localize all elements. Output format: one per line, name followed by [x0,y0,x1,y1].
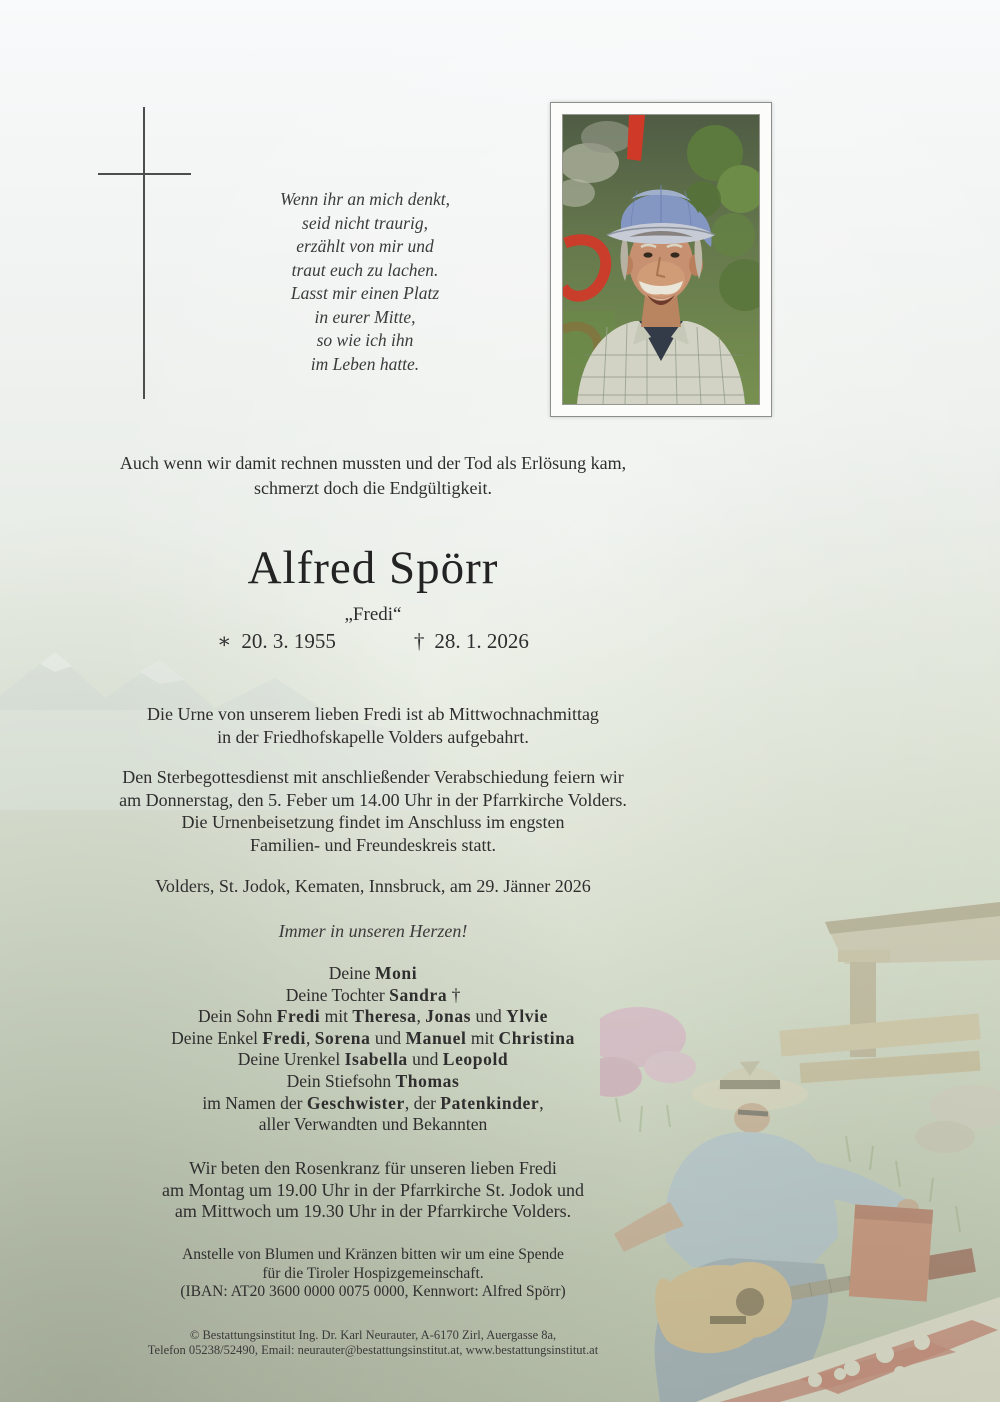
memorial-cross-icon [98,173,191,175]
text-line [0,703,746,726]
text-segment: Wenn ihr an mich denkt, [280,189,450,209]
text-segment: Dein Stiefsohn [286,1070,396,1091]
text-segment: , der [404,1092,441,1113]
text-segment: aller Verwandten und Bekannten [258,1114,488,1135]
text-line [0,1283,746,1302]
text-line [0,834,746,857]
text-segment: Wir beten den Rosenkranz für unseren lieben Fredi [189,1158,557,1178]
portrait-photo [562,114,760,405]
family-member-name: Theresa [352,1006,417,1027]
text-line [0,1006,746,1028]
text-segment: Dein Sohn [198,1006,277,1027]
text-line [0,1114,746,1136]
text-line [0,1201,746,1223]
birth-star-icon: ∗ [217,629,232,653]
text-segment: Den Sterbegottesdienst mit anschließender Verabschiedung feiern wir [122,767,624,787]
text-line [0,726,746,749]
text-segment: Deine [328,963,375,983]
family-member-name: Leopold [442,1049,509,1070]
text-segment: Deine Tochter [285,984,390,1005]
family-list [0,963,746,1136]
text-line [0,766,746,789]
deceased-nickname: „Fredi“ [344,604,402,625]
text-segment: in eurer Mitte, [314,306,416,327]
text-segment: und [471,1006,507,1027]
text-segment: für die Tiroler Hospizgemeinschaft. [262,1264,484,1282]
text-segment: Anstelle von Blumen und Kränzen bitten wir um eine Spende [182,1246,564,1263]
text-segment: Deine Urenkel [237,1049,345,1070]
text-segment: in der Friedhofskapelle Volders aufgebahrt. [217,726,529,747]
text-segment: Familien- und Freundeskreis statt. [250,834,496,855]
text-line [0,789,746,812]
text-segment: am Donnerstag, den 5. Feber um 14.00 Uhr in der Pfarrkirche Volders. [119,789,627,810]
text-segment: , [416,1006,426,1027]
family-member-name: Christina [498,1027,575,1048]
text-segment: Die Urne von unserem lieben Fredi ist ab Mittwochnachmittag [147,704,599,724]
portrait-photo-frame [550,102,772,417]
family-member-name: Fredi [262,1027,306,1048]
text-line [0,1028,746,1050]
text-segment: am Montag um 19.00 Uhr in der Pfarrkirche St. Jodok und [162,1179,584,1200]
text-segment: © Bestattungsinstitut Ing. Dr. Karl Neurauter, A-6170 Zirl, Auergasse 8a, [189,1328,557,1342]
text-segment: schmerzt doch die Endgültigkeit. [254,478,492,498]
text-line [0,1093,746,1115]
places-date-line: Volders, St. Jodok, Kematen, Innsbruck, am 29. Jänner 2026 [155,876,591,896]
text-line [0,476,746,501]
donation-request [0,1246,746,1302]
text-line [0,1246,746,1265]
text-line [0,1158,746,1180]
family-member-name: Sorena [314,1027,371,1048]
text-segment: und [407,1049,443,1070]
death-date [414,629,529,654]
text-segment: und [370,1027,406,1048]
text-line [0,1265,746,1284]
family-member-name: Ylvie [506,1006,548,1027]
birth-date [217,629,336,654]
text-segment: mit [466,1027,499,1048]
text-segment: mit [320,1006,353,1027]
text-line [0,1049,746,1071]
text-segment: Lasst mir einen Platz [290,283,440,303]
deceased-name: Alfred Spörr [247,542,499,594]
portrait-illustration [563,115,759,404]
text-segment: im Namen der [202,1092,307,1113]
family-member-name: Jonas [425,1006,472,1027]
intro-text [0,451,746,501]
text-segment: , [539,1092,544,1113]
family-member-name: Patenkinder [440,1092,540,1113]
text-segment: † [447,984,461,1005]
text-segment: Telefon 05238/52490, Email: neurauter@bestattungsinstitut.at, www.bestattungsinstitut.at [147,1343,599,1357]
text-line [0,1328,746,1343]
rosary-announcement [0,1158,746,1223]
family-member-name: Moni [374,963,418,983]
motto-line: Immer in unseren Herzen! [278,921,468,941]
death-dagger-icon: † [413,629,425,653]
family-member-name: Manuel [405,1027,467,1048]
family-member-name: Sandra [389,984,448,1005]
text-segment: , [305,1027,315,1048]
text-line [0,985,746,1007]
family-member-name: Isabella [344,1049,408,1070]
text-segment: traut euch zu lachen. [291,259,439,280]
family-member-name: Thomas [395,1070,460,1091]
family-member-name: Geschwister [306,1092,405,1113]
text-segment: seid nicht traurig, [302,212,428,233]
text-line [0,451,746,476]
birth-date-value: 20. 3. 1955 [241,629,336,653]
service-announcement [0,766,746,856]
text-segment: erzählt von mir und [296,236,434,256]
family-member-name: Fredi [276,1006,321,1027]
text-line [0,1180,746,1202]
text-line [0,1343,746,1358]
death-date-value: 28. 1. 2026 [434,629,529,653]
text-segment: Die Urnenbeisetzung findet im Anschluss im engsten [181,812,565,832]
funeral-home-footer [0,1328,746,1358]
text-segment: Deine Enkel [171,1027,263,1048]
text-segment: Auch wenn wir damit rechnen mussten und der Tod als Erlösung kam, [119,453,627,473]
text-line [0,1071,746,1093]
text-segment: (IBAN: AT20 3600 0000 0075 0000, Kennwort: Alfred Spörr) [180,1283,566,1300]
text-segment: am Mittwoch um 19.30 Uhr in der Pfarrkirche Volders. [174,1201,572,1221]
text-segment: so wie ich ihn [316,330,414,350]
text-line [0,811,746,834]
urn-announcement [0,703,746,748]
text-line [0,963,746,985]
text-segment: im Leben hatte. [310,353,420,374]
life-dates [0,629,746,654]
